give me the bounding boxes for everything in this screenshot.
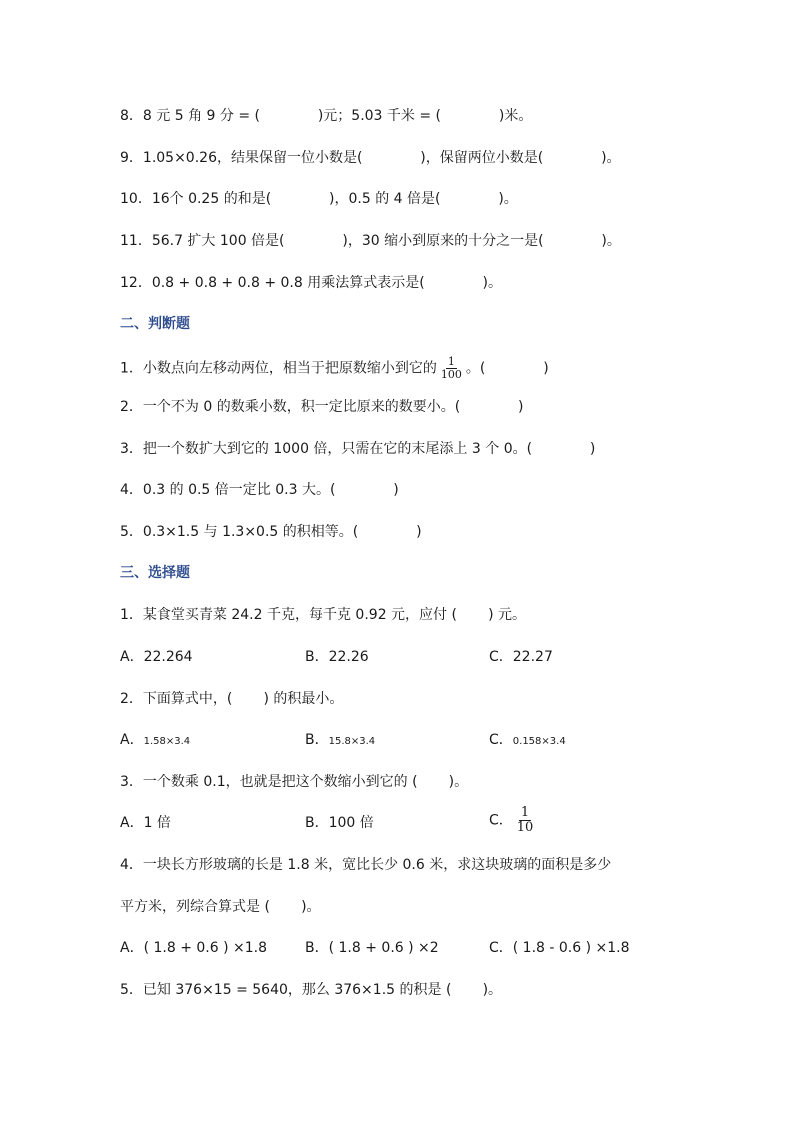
fraction-one-hundredth: $\frac{1}{100}$ xyxy=(440,355,462,381)
question-11: 11．56.7 扩大 100 倍是( )，30 缩小到原来的十分之一是( )。 xyxy=(120,233,621,249)
tf-question-4: 4．0.3 的 0.5 倍一定比 0.3 大。( ) xyxy=(120,482,399,498)
tf-question-5: 5．0.3×1.5 与 1.3×0.5 的积相等。( ) xyxy=(120,524,422,540)
choice-q1-option-a: A．22.264 xyxy=(120,649,193,665)
question-12: 12．0.8 + 0.8 + 0.8 + 0.8 用乘法算式表示是( )。 xyxy=(120,275,502,291)
choice-q1-option-b: B．22.26 xyxy=(305,649,369,665)
choice-q2-option-c: C．0.158×3.4 xyxy=(489,732,566,748)
choice-q4-option-a: A．( 1.8 + 0.6 ) ×1.8 xyxy=(120,940,268,956)
choice-q3-option-a: A．1 倍 xyxy=(120,815,171,831)
choice-question-5: 5．已知 376×15 = 5640，那么 376×1.5 的积是 ( )。 xyxy=(120,982,503,998)
choice-question-2: 2．下面算式中，( ) 的积最小。 xyxy=(120,691,344,707)
choice-question-4-line-2: 平方米，列综合算式是 ( )。 xyxy=(120,899,321,915)
tf-q1-text: 1．小数点向左移动两位，相当于把原数缩小到它的 xyxy=(120,360,437,377)
fraction-one-tenth: $\frac{1}{10}$ xyxy=(516,805,534,835)
question-10: 10．16个 0.25 的和是( )，0.5 的 4 倍是( )。 xyxy=(120,191,518,207)
choice-q4-option-c: C．( 1.8 - 0.6 ) ×1.8 xyxy=(489,940,630,956)
choice-q2-option-a: A．1.58×3.4 xyxy=(120,732,191,748)
choice-q1-option-c: C．22.27 xyxy=(489,649,553,665)
choice-question-3: 3．一个数乘 0.1，也就是把这个数缩小到它的 ( )。 xyxy=(120,774,469,790)
tf-question-3: 3．把一个数扩大到它的 1000 倍，只需在它的末尾添上 3 个 0。( ) xyxy=(120,441,596,457)
section-heading-true-false: 二、判断题 xyxy=(120,316,190,332)
choice-q3-option-c: C． $\frac{1}{10}$ xyxy=(489,805,534,835)
choice-q3-option-b: B．100 倍 xyxy=(305,815,374,831)
tf-question-2: 2．一个不为 0 的数乘小数，积一定比原来的数要小。( ) xyxy=(120,399,524,415)
tf-question-1 xyxy=(120,356,549,381)
section-heading-choice: 三、选择题 xyxy=(120,565,190,581)
question-9: 9．1.05×0.26，结果保留一位小数是( )，保留两位小数是( )。 xyxy=(120,150,621,166)
choice-q4-option-b: B．( 1.8 + 0.6 ) ×2 xyxy=(305,940,439,956)
choice-q2-option-b: B．15.8×3.4 xyxy=(305,732,376,748)
choice-question-1: 1．某食堂买青菜 24.2 千克，每千克 0.92 元，应付 ( ) 元。 xyxy=(120,607,527,623)
tf-q1-tail: 。( ) xyxy=(465,360,549,377)
choice-question-4-line-1: 4．一块长方形玻璃的长是 1.8 米，宽比长少 0.6 米，求这块玻璃的面积是多少 xyxy=(120,857,612,873)
question-8: 8．8 元 5 角 9 分 = ( )元；5.03 千米 = ( )米。 xyxy=(120,108,533,124)
